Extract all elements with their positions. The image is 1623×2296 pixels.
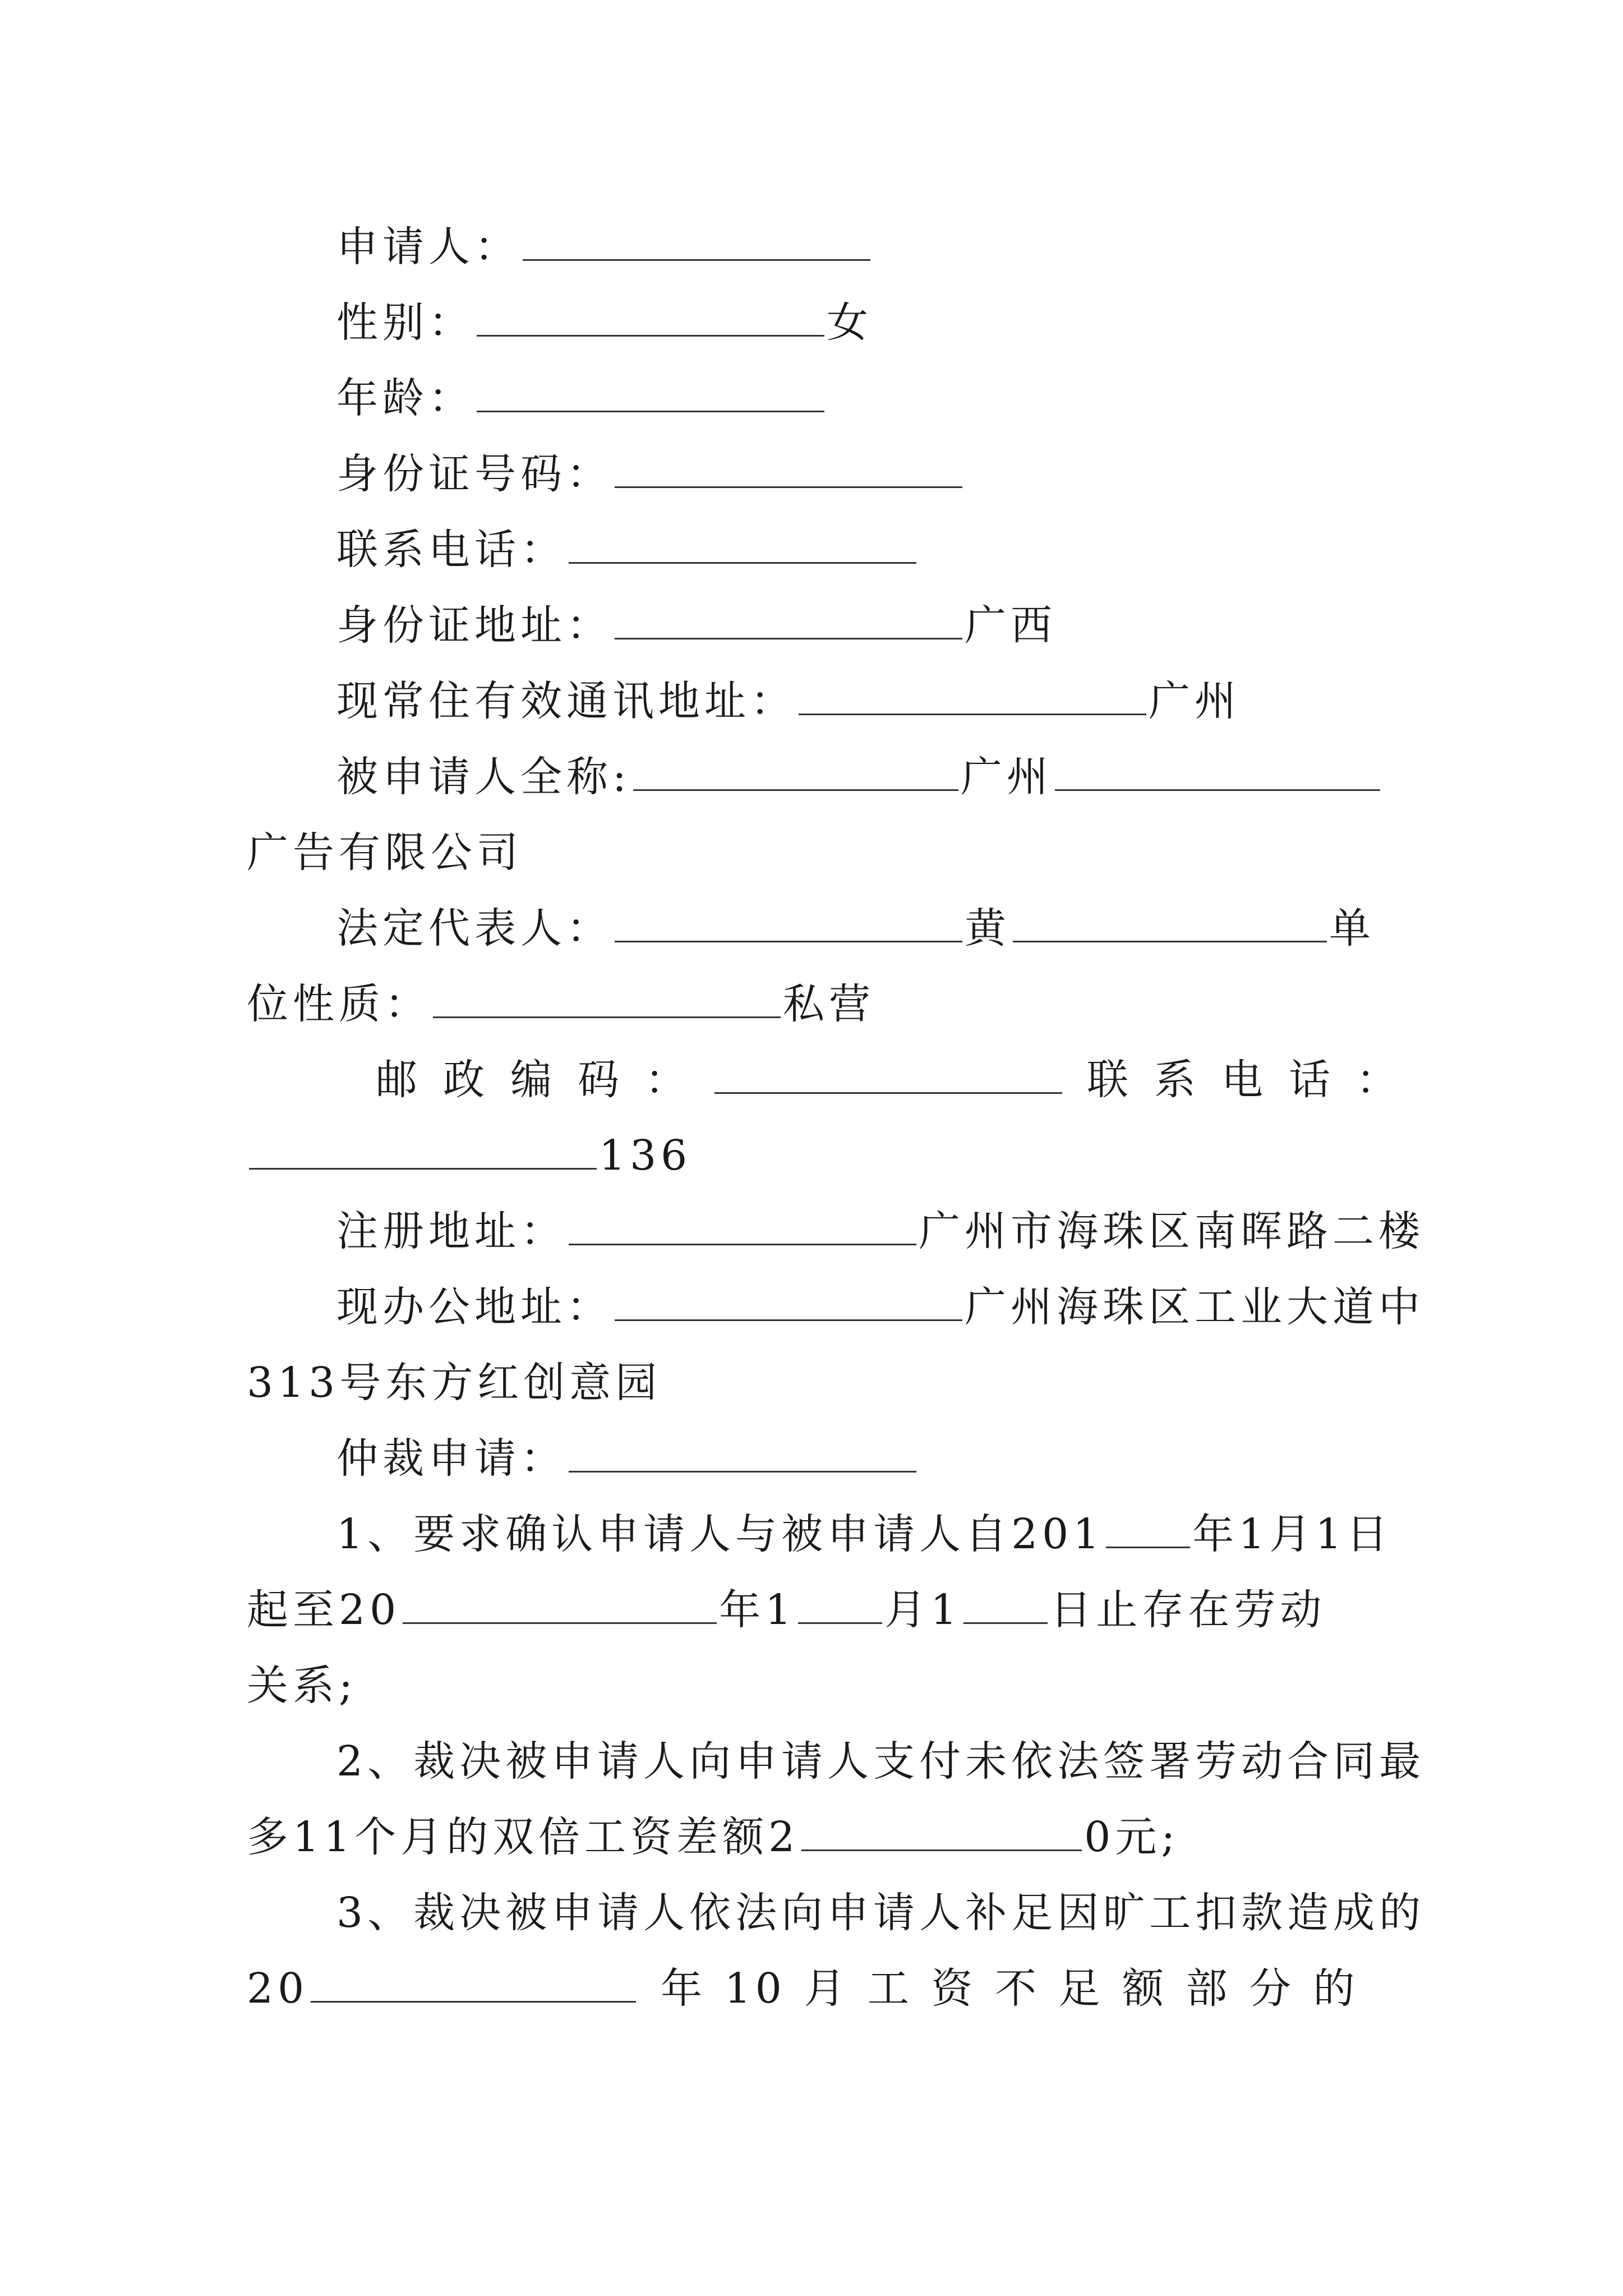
current-address-label: 现常住有效通讯地址： (336, 677, 796, 725)
legal-rep-blank-2 (1013, 901, 1327, 942)
id-address-label: 身份证地址： (336, 601, 612, 650)
legal-rep-blank-1 (615, 901, 962, 942)
item1-blank-year (1106, 1507, 1190, 1548)
item2-line-2 (247, 1806, 1179, 1868)
office-address-blank (615, 1280, 962, 1321)
item3-line-2 (247, 1958, 1359, 2019)
id-address-blank (615, 599, 962, 639)
respondent-value: 广州 (960, 753, 1053, 801)
item3-text-a: 3、裁决被申请人依法向申请人补足因旷工扣款造成的 (336, 1889, 1426, 1937)
applicant-label: 申请人： (336, 223, 520, 271)
unit-nature-blank (433, 977, 781, 1018)
office-address-line (336, 1276, 1424, 1338)
current-address-blank (799, 674, 1146, 715)
item1-line-3 (247, 1655, 357, 1717)
applicant-line (336, 216, 873, 278)
current-address-value: 广州 (1149, 677, 1241, 725)
item1-text-b: 年1月1日 (1192, 1510, 1393, 1558)
phone-label: 联系电话： (336, 526, 566, 574)
id-number-blank (615, 447, 962, 488)
item3-line-1 (336, 1882, 1425, 1944)
gender-value: 女 (827, 298, 873, 347)
unit-nature-value: 私营 (783, 980, 875, 1028)
gender-blank (477, 296, 824, 337)
contact-phone-value: 136 (599, 1131, 692, 1180)
age-blank (477, 371, 824, 412)
respondent-line-2 (247, 822, 523, 884)
item2-text-a: 2、裁决被申请人向申请人支付未依法签署劳动合同最 (336, 1737, 1426, 1786)
respondent-label: 被申请人全称: (336, 753, 631, 801)
item1-text-g: 关系; (247, 1662, 357, 1710)
unit-label-start: 单 (1329, 904, 1375, 953)
item1-text-e: 月1 (884, 1586, 962, 1634)
gender-label: 性别： (336, 298, 474, 347)
item3-text-c: 年 10 月 工 资 不 足 额 部 分 的 (661, 1964, 1359, 2013)
applicant-blank (523, 220, 870, 261)
phone-blank (569, 523, 916, 564)
item1-text-a: 1、要求确认申请人与被申请人自201 (336, 1510, 1104, 1558)
item1-text-d: 年1 (719, 1586, 796, 1634)
age-line (336, 367, 827, 429)
respondent-blank-1 (633, 750, 958, 791)
postal-label: 邮政编码： (376, 1056, 712, 1104)
legal-rep-value: 黄 (965, 904, 1011, 953)
respondent-line (336, 746, 1382, 808)
item1-line-1 (336, 1503, 1393, 1565)
respondent-blank-2 (1055, 750, 1380, 791)
respondent-value-continued: 广告有限公司 (247, 829, 523, 877)
unit-nature-label: 位性质： (247, 980, 431, 1028)
id-address-line (336, 595, 1057, 656)
id-number-label: 身份证号码： (336, 450, 612, 498)
arbitration-line (336, 1428, 919, 1489)
postal-blank (714, 1053, 1062, 1094)
contact-phone-blank (249, 1129, 597, 1170)
id-address-value: 广西 (965, 601, 1057, 650)
arbitration-blank (569, 1432, 916, 1473)
item1-blank-day (963, 1583, 1048, 1624)
item1-text-c: 起至20 (247, 1586, 401, 1634)
registered-address-blank (569, 1204, 916, 1245)
item2-blank-amount (801, 1810, 1082, 1851)
id-number-line (336, 443, 965, 505)
arbitration-label: 仲裁申请： (336, 1434, 566, 1483)
registered-address-label: 注册地址： (336, 1207, 566, 1255)
office-address-label: 现办公地址： (336, 1283, 612, 1331)
postal-phone-line (376, 1049, 1423, 1111)
item2-text-b: 多11个月的双倍工资差额2 (247, 1813, 800, 1861)
contact-phone-label: 联系电话： (1087, 1056, 1423, 1104)
legal-rep-line (336, 898, 1375, 959)
item2-line-1 (336, 1731, 1425, 1792)
office-address-value-continued: 313号东方红创意园 (247, 1359, 662, 1407)
item1-blank-month (798, 1583, 882, 1624)
item2-text-c: 0元; (1084, 1813, 1180, 1861)
gender-line (336, 292, 873, 353)
registered-address-line (336, 1200, 1424, 1262)
registered-address-value: 广州市海珠区南晖路二楼 (919, 1207, 1424, 1255)
item3-blank-year (311, 1962, 636, 2003)
unit-nature-line (247, 973, 875, 1035)
phone-line (336, 519, 919, 581)
age-label: 年龄： (336, 374, 474, 422)
item1-line-2 (247, 1579, 1326, 1641)
contact-phone-line (247, 1125, 691, 1186)
office-address-line-2 (247, 1352, 661, 1414)
item1-blank-end-year (403, 1583, 717, 1624)
item1-text-f: 日止存在劳动 (1050, 1586, 1326, 1634)
legal-rep-label: 法定代表人： (336, 904, 612, 953)
item3-text-b: 20 (247, 1964, 309, 2013)
office-address-value: 广州海珠区工业大道中 (965, 1283, 1424, 1331)
current-address-line (336, 670, 1241, 732)
